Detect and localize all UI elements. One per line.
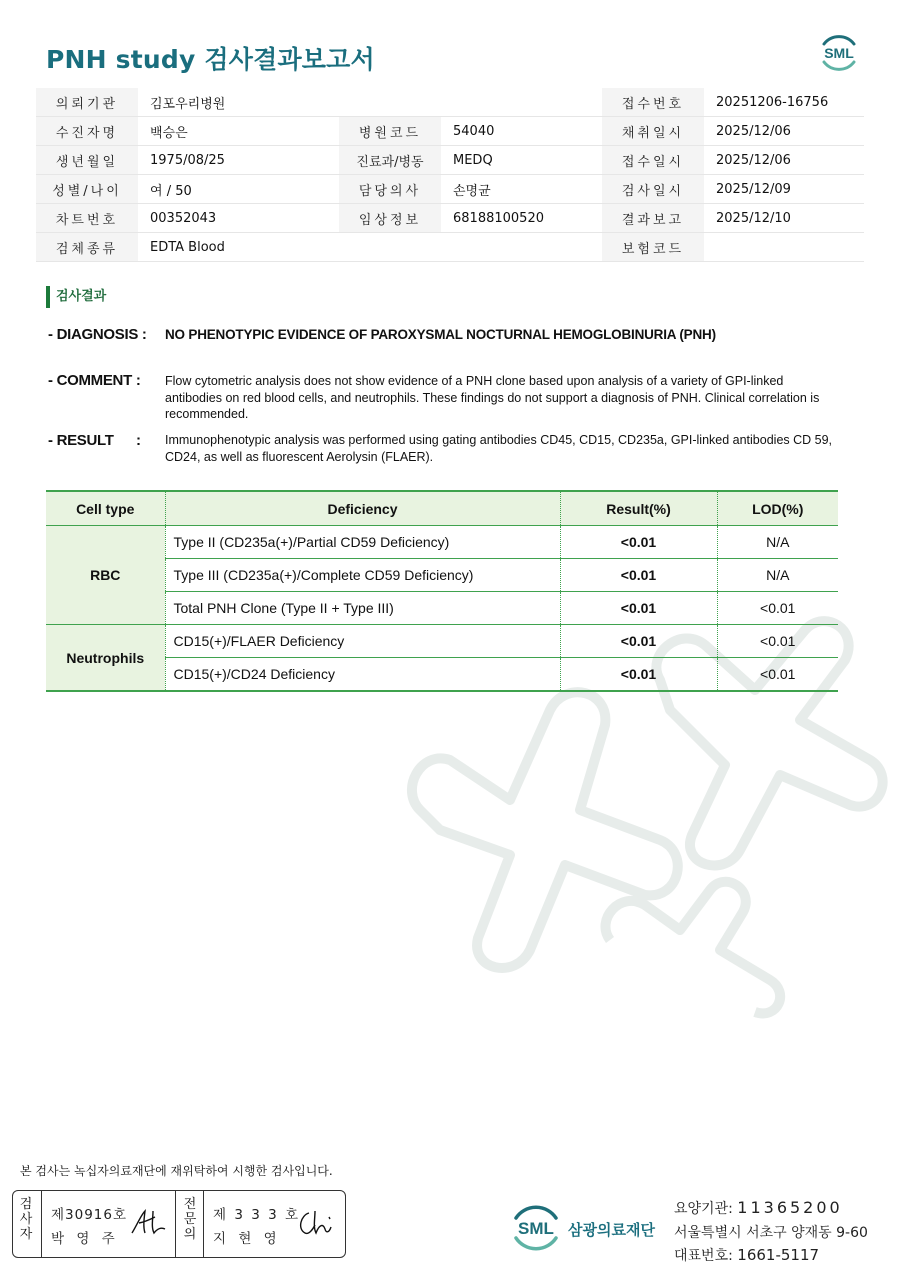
info-value <box>704 233 864 262</box>
sml-logo-text: SML <box>824 45 854 61</box>
info-value: 2025/12/06 <box>704 117 864 146</box>
info-label: 채취일시 <box>602 117 704 146</box>
info-label: 담당의사 <box>339 175 441 204</box>
lod-cell: N/A <box>717 559 838 592</box>
info-label: 차트번호 <box>36 204 138 233</box>
divider <box>41 1191 42 1257</box>
info-label: 임상정보 <box>339 204 441 233</box>
header-deficiency: Deficiency <box>165 491 560 526</box>
info-label: 의뢰기관 <box>36 88 138 117</box>
info-row <box>36 88 864 117</box>
info-empty <box>441 88 602 117</box>
info-label: 수진자명 <box>36 117 138 146</box>
info-value: 여 / 50 <box>138 175 339 204</box>
info-value: 2025/12/06 <box>704 146 864 175</box>
lod-cell: <0.01 <box>717 592 838 625</box>
specialist-label <box>183 1197 197 1242</box>
tester-label <box>19 1197 33 1242</box>
info-row <box>36 175 864 204</box>
info-value: 2025/12/09 <box>704 175 864 204</box>
sml-foundation-logo-text: SML <box>518 1219 554 1238</box>
info-row <box>36 146 864 175</box>
referral-note: 본 검사는 녹십자의료재단에 재위탁하여 시행한 검사입니다. <box>20 1164 333 1178</box>
diagnosis-text: NO PHENOTYPIC EVIDENCE OF PAROXYSMAL NOCTURNAL HEMOGLOBINURIA (PNH) <box>165 327 716 342</box>
info-row <box>36 233 864 262</box>
results-header-row <box>46 491 838 526</box>
lod-cell: N/A <box>717 526 838 559</box>
info-value: 00352043 <box>138 204 339 233</box>
results-table <box>46 490 838 692</box>
info-label: 접수번호 <box>602 88 704 117</box>
divider <box>175 1191 176 1257</box>
address: 서울특별시 서초구 양재동 9-60 <box>674 1225 868 1241</box>
info-label: 보험코드 <box>602 233 704 262</box>
divider <box>203 1191 204 1257</box>
info-empty <box>441 233 602 262</box>
info-empty <box>339 88 441 117</box>
tester-license-no: 제30916호 <box>51 1207 128 1223</box>
deficiency-cell: Type II (CD235a(+)/Partial CD59 Deficiency) <box>165 526 560 559</box>
info-label: 진료과/병동 <box>339 146 441 175</box>
info-label: 병원코드 <box>339 117 441 146</box>
sml-logo-icon <box>816 30 862 76</box>
info-value: 2025/12/10 <box>704 204 864 233</box>
info-value: MEDQ <box>441 146 602 175</box>
info-row <box>36 204 864 233</box>
info-label: 검사일시 <box>602 175 704 204</box>
specialist-license-no: 제 3 3 3 호 <box>213 1207 301 1223</box>
result-colon: : <box>136 432 141 449</box>
info-label: 접수일시 <box>602 146 704 175</box>
info-label: 검체종류 <box>36 233 138 262</box>
info-value: EDTA Blood <box>138 233 339 262</box>
table-row <box>46 658 838 692</box>
institution-code-label: 요양기관: <box>674 1201 733 1217</box>
result-cell: <0.01 <box>560 592 717 625</box>
cell-type-rbc: RBC <box>46 526 165 625</box>
info-label: 결과보고 <box>602 204 704 233</box>
info-value: 백승은 <box>138 117 339 146</box>
signature-box <box>12 1190 346 1258</box>
tester-name: 박 영 주 <box>51 1231 119 1247</box>
result-label: - RESULT <box>48 432 114 449</box>
comment-text: Flow cytometric analysis does not show evidence of a PNH clone based upon analysis of a variety of GPI-linked antibodies on red blood cells, and neutrophils. These findings do not support a diagnosis of PNH. Clinical correlation is recommended. <box>165 374 820 421</box>
info-empty <box>339 233 441 262</box>
result-cell: <0.01 <box>560 625 717 658</box>
specialist-name: 지 현 영 <box>213 1231 281 1247</box>
comment-label: - COMMENT : <box>48 372 141 389</box>
info-value: 54040 <box>441 117 602 146</box>
table-row <box>46 559 838 592</box>
table-row <box>46 592 838 625</box>
header-lod: LOD(%) <box>717 491 838 526</box>
info-value: 손명균 <box>441 175 602 204</box>
info-value: 20251206-16756 <box>704 88 864 117</box>
deficiency-cell: Type III (CD235a(+)/Complete CD59 Deficiency) <box>165 559 560 592</box>
tester-label-text: 검사자 <box>19 1197 33 1242</box>
phone-label: 대표번호: <box>674 1248 733 1264</box>
lod-cell: <0.01 <box>717 625 838 658</box>
foundation-name: 삼광의료재단 <box>568 1221 655 1239</box>
info-row <box>36 117 864 146</box>
specialist-signature-icon <box>295 1207 339 1239</box>
tester-signature-icon <box>129 1207 169 1239</box>
institution-code-line <box>674 1198 843 1218</box>
specialist-label-text: 전문의 <box>183 1197 197 1242</box>
info-label: 성별/나이 <box>36 175 138 204</box>
sml-foundation-logo-icon <box>508 1200 564 1256</box>
table-row <box>46 526 838 559</box>
patient-info-table <box>36 88 864 262</box>
lod-cell: <0.01 <box>717 658 838 692</box>
report-title: PNH study 검사결과보고서 <box>46 45 375 74</box>
deficiency-cell: Total PNH Clone (Type II + Type III) <box>165 592 560 625</box>
cell-type-neutrophils: Neutrophils <box>46 625 165 692</box>
info-value: 68188100520 <box>441 204 602 233</box>
info-label: 생년월일 <box>36 146 138 175</box>
institution-code: 11365200 <box>737 1198 843 1217</box>
deficiency-cell: CD15(+)/FLAER Deficiency <box>165 625 560 658</box>
result-cell: <0.01 <box>560 658 717 692</box>
deficiency-cell: CD15(+)/CD24 Deficiency <box>165 658 560 692</box>
phone-number: 1661-5117 <box>737 1246 820 1264</box>
info-value: 1975/08/25 <box>138 146 339 175</box>
table-row <box>46 625 838 658</box>
phone-line <box>674 1245 819 1265</box>
diagnosis-label: - DIAGNOSIS : <box>48 326 147 343</box>
section-title: 검사결과 <box>46 286 106 308</box>
result-text: Immunophenotypic analysis was performed using gating antibodies CD45, CD15, CD235a, GPI-linked antibodies CD 59, CD24, as well as fluorescent Aerolysin (FLAER). <box>165 433 833 464</box>
result-cell: <0.01 <box>560 559 717 592</box>
header-cell-type: Cell type <box>46 491 165 526</box>
info-value: 김포우리병원 <box>138 88 339 117</box>
header-result: Result(%) <box>560 491 717 526</box>
result-cell: <0.01 <box>560 526 717 559</box>
